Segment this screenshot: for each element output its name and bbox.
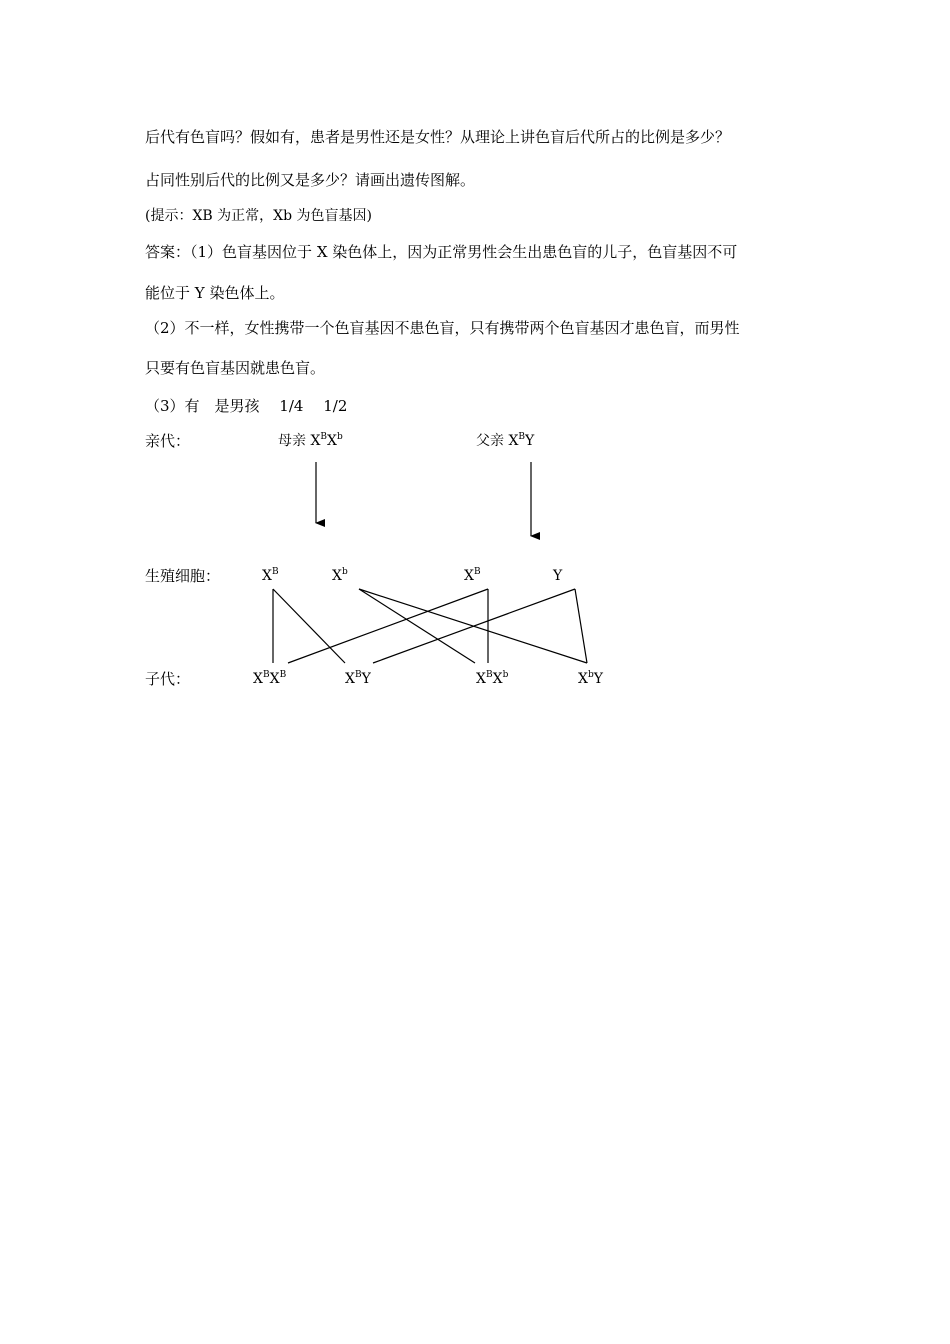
question-line-1: 后代有色盲吗？假如有，患者是男性还是女性？从理论上讲色盲后代所占的比例是多少？ — [145, 128, 731, 146]
row-label-gametes: 生殖细胞： — [145, 567, 221, 585]
offspring-XBXb: $X^BX^b$ — [476, 670, 509, 687]
hint-line: (提示：XB 为正常，Xb 为色盲基因) — [145, 208, 373, 224]
answer-line-5: （3）有 是男孩 1/4 1/2 — [145, 397, 348, 415]
gamete-father-Y: Y — [553, 568, 563, 584]
father-genotype: 父亲 $X^BY$ — [476, 432, 535, 449]
answer-line-3: （2）不一样，女性携带一个色盲基因不患色盲，只有携带两个色盲基因才患色盲，而男性 — [145, 319, 740, 337]
cross-line-y-to-xby-small — [575, 589, 587, 663]
gamete-father-XB: $X^B$ — [464, 567, 481, 584]
cross-line-y-to-xby — [373, 589, 575, 663]
gamete-mother-Xb: $X^b$ — [332, 567, 348, 584]
row-label-offspring: 子代： — [145, 670, 191, 688]
offspring-XBY: $X^BY$ — [345, 670, 371, 687]
answer-line-1: 答案：（1）色盲基因位于 X 染色体上，因为正常男性会生出患色盲的儿子，色盲基因不可 — [145, 243, 738, 261]
offspring-XBXB: $X^BX^B$ — [253, 670, 287, 687]
question-line-2: 占同性别后代的比例又是多少？请画出遗传图解。 — [145, 171, 476, 189]
mother-genotype: 母亲 $X^BX^b$ — [278, 432, 343, 449]
answer-line-4: 只要有色盲基因就患色盲。 — [145, 359, 326, 377]
answer-line-2: 能位于 Y 染色体上。 — [145, 284, 285, 302]
row-label-parents: 亲代： — [145, 432, 191, 450]
cross-line-xb-to-xby — [273, 589, 345, 663]
gamete-mother-XB: $X^B$ — [262, 567, 279, 584]
offspring-XbY: $X^bY$ — [578, 670, 603, 687]
